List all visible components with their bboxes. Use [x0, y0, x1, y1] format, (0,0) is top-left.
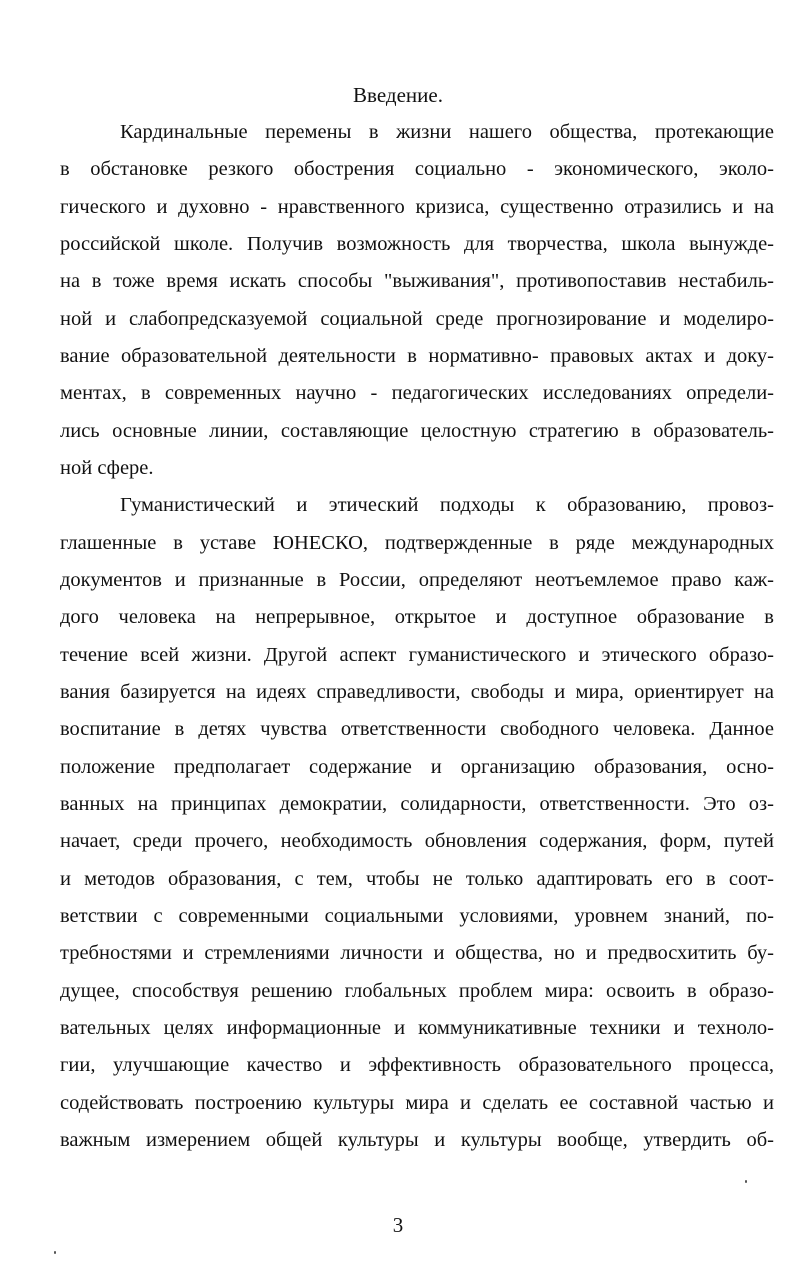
paragraph-2-line-11: и методов образования, с тем, чтобы не только адаптировать его в соот- — [60, 868, 774, 890]
paragraph-1-line-4: российской школе. Получив возможность для творчества, школа вынужде- — [60, 233, 774, 255]
paragraph-2-line-15: вательных целях информационные и коммуникативные техники и техноло- — [60, 1017, 774, 1039]
paragraph-1-line-10: ной сфере. — [60, 457, 154, 479]
paragraph-2-line-7: воспитание в детях чувства ответственности свободного человека. Данное — [60, 718, 774, 740]
paragraph-2-line-8: положение предполагает содержание и организацию образования, осно- — [60, 756, 774, 778]
paragraph-2-line-9: ванных на принципах демократии, солидарности, ответственности. Это оз- — [60, 793, 774, 815]
paragraph-1-line-7: вание образовательной деятельности в нормативно- правовых актах и доку- — [60, 345, 774, 367]
paragraph-2-line-4: дого человека на непрерывное, открытое и доступное образование в — [60, 606, 774, 628]
paragraph-1-line-6: ной и слабопредсказуемой социальной среде прогнозирование и моделиро- — [60, 308, 774, 330]
paragraph-1-line-9: лись основные линии, составляющие целостную стратегию в образователь- — [60, 420, 774, 442]
page-number: 3 — [392, 1213, 404, 1237]
paragraph-2-line-12: ветствии с современными социальными условиями, уровнем знаний, по- — [60, 905, 774, 927]
paragraph-2-line-18: важным измерением общей культуры и культуры вообще, утвердить об- — [60, 1129, 774, 1151]
paragraph-1-line-2: в обстановке резкого обострения социально - экономического, эколо- — [60, 158, 774, 180]
paragraph-2-line-17: содействовать построению культуры мира и сделать ее составной частью и — [60, 1092, 774, 1114]
paragraph-2-line-2: глашенные в уставе ЮНЕСКО, подтвержденные в ряде международных — [60, 532, 774, 554]
document-title: Введение. — [353, 83, 443, 107]
paragraph-2-line-3: документов и признанные в России, определяют неотъемлемое право каж- — [60, 569, 774, 591]
paragraph-1-line-3: гического и духовно - нравственного кризиса, существенно отразились и на — [60, 196, 774, 218]
paragraph-2-line-10: начает, среди прочего, необходимость обновления содержания, форм, путей — [60, 830, 774, 852]
paragraph-1-line-5: на в тоже время искать способы "выживания", противопоставив нестабиль- — [60, 270, 774, 292]
paragraph-2-line-14: дущее, способствуя решению глобальных проблем мира: освоить в образо- — [60, 980, 774, 1002]
paragraph-2-line-16: гии, улучшающие качество и эффективность образовательного процесса, — [60, 1054, 774, 1076]
scan-speck — [54, 1251, 56, 1254]
paragraph-2-line-6: вания базируется на идеях справедливости, свободы и мира, ориентирует на — [60, 681, 774, 703]
paragraph-2-line-5: течение всей жизни. Другой аспект гуманистического и этического образо- — [60, 644, 774, 666]
paragraph-1-line-1: Кардинальные перемены в жизни нашего общества, протекающие — [120, 121, 774, 143]
paragraph-2-line-13: требностями и стремлениями личности и общества, но и предвосхитить бу- — [60, 942, 774, 964]
paragraph-2-line-1: Гуманистический и этический подходы к образованию, провоз- — [120, 494, 774, 516]
scan-speck — [745, 1180, 747, 1183]
paragraph-1-line-8: ментах, в современных научно - педагогических исследованиях определи- — [60, 382, 774, 404]
